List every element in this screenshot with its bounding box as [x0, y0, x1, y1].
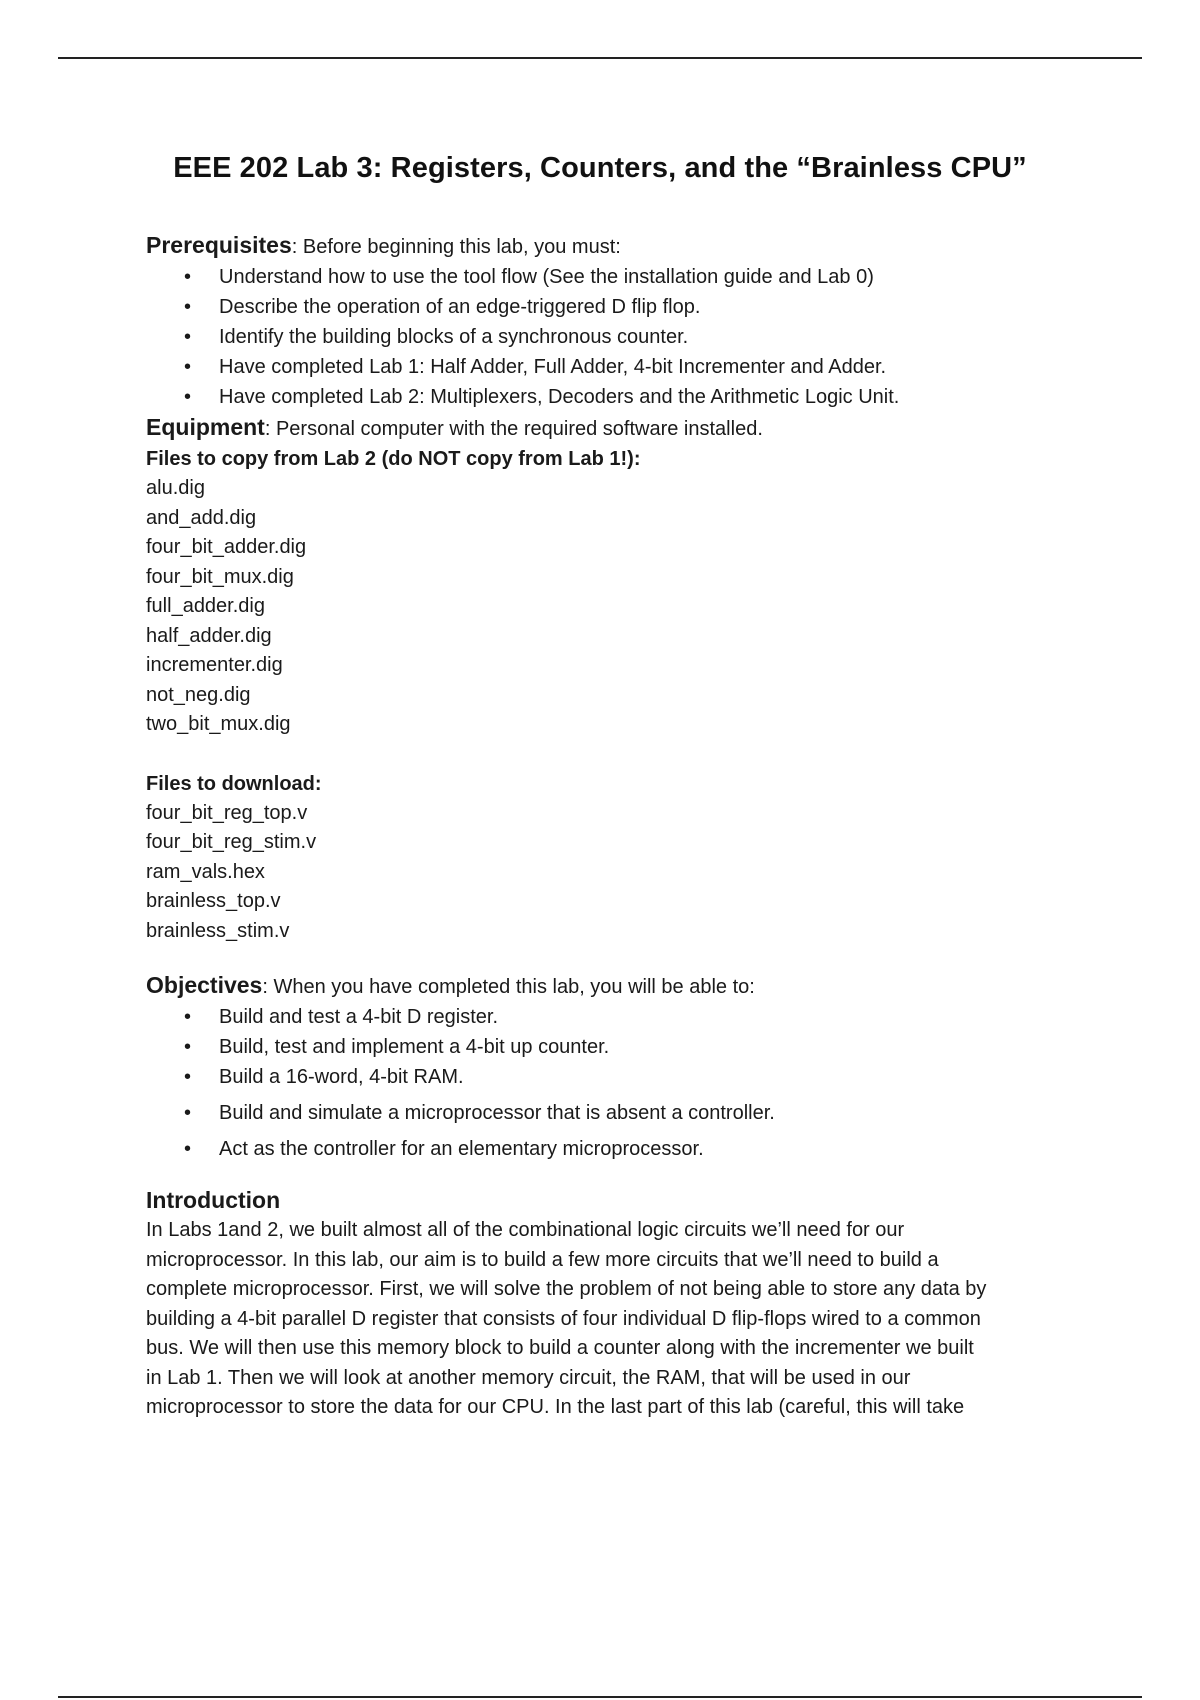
files-copy-list	[146, 474, 1086, 740]
introduction-line: microprocessor. In this lab, our aim is to build a few more circuits that we’ll need to build a	[146, 1248, 939, 1271]
file-item: not_neg.dig	[146, 683, 251, 706]
list-item: • Build and test a 4-bit D register.	[184, 1002, 1086, 1032]
introduction-heading: Introduction	[146, 1187, 281, 1213]
objectives-line	[146, 970, 1086, 1002]
top-rule	[58, 57, 1142, 59]
list-item: • Build a 16-word, 4-bit RAM.	[184, 1062, 1086, 1092]
file-item: ram_vals.hex	[146, 860, 265, 883]
list-item: • Understand how to use the tool flow (See the installation guide and Lab 0)	[184, 262, 1086, 292]
file-item: brainless_stim.v	[146, 919, 290, 942]
list-item: • Have completed Lab 1: Half Adder, Full Adder, 4-bit Incrementer and Adder.	[184, 352, 1086, 382]
introduction-body	[146, 1216, 1086, 1423]
file-item: alu.dig	[146, 477, 205, 499]
prerequisites-line	[146, 230, 1086, 262]
files-download-list	[146, 799, 1086, 947]
introduction-line: bus. We will then use this memory block to build a counter along with the incrementer we built	[146, 1337, 974, 1359]
equipment-heading: Equipment	[146, 414, 265, 440]
objectives-heading: Objectives	[146, 972, 263, 998]
file-item: incrementer.dig	[146, 654, 283, 676]
list-item: • Build and simulate a microprocessor that is absent a controller.	[184, 1098, 1086, 1128]
file-item: brainless_top.v	[146, 890, 281, 912]
file-item: two_bit_mux.dig	[146, 713, 291, 735]
prerequisites-heading: Prerequisites	[146, 232, 292, 258]
objectives-intro: : When you have completed this lab, you will be able to:	[262, 976, 755, 998]
equipment-text: : Personal computer with the required software installed.	[264, 418, 763, 440]
introduction-line: microprocessor to store the data for our CPU. In the last part of this lab (careful, this will take	[146, 1396, 965, 1418]
files-copy-heading: Files to copy from Lab 2 (do NOT copy from Lab 1!):	[146, 448, 641, 470]
page-title: EEE 202 Lab 3: Registers, Counters, and the “Brainless CPU”	[173, 152, 1027, 184]
bottom-rule	[58, 1696, 1142, 1698]
introduction-line: in Lab 1. Then we will look at another memory circuit, the RAM, that will be used in our	[146, 1366, 911, 1389]
prerequisites-list	[146, 262, 1086, 412]
document-page	[146, 140, 1086, 1423]
list-item: • Describe the operation of an edge-triggered D flip flop.	[184, 292, 1086, 322]
list-item: • Identify the building blocks of a synchronous counter.	[184, 322, 1086, 352]
file-item: four_bit_adder.dig	[146, 536, 307, 558]
introduction-line: complete microprocessor. First, we will solve the problem of not being able to store any data by	[146, 1278, 987, 1300]
file-item: full_adder.dig	[146, 595, 265, 617]
equipment-line	[146, 412, 1086, 444]
list-item: • Act as the controller for an elementary microprocessor.	[184, 1134, 1086, 1164]
list-item: • Have completed Lab 2: Multiplexers, Decoders and the Arithmetic Logic Unit.	[184, 382, 1086, 412]
objectives-list	[146, 1002, 1086, 1164]
introduction-line: building a 4-bit parallel D register that consists of four individual D flip-flops wired to a common	[146, 1307, 981, 1330]
file-item: half_adder.dig	[146, 624, 272, 647]
file-item: four_bit_mux.dig	[146, 565, 294, 588]
file-item: four_bit_reg_top.v	[146, 801, 308, 824]
file-item: and_add.dig	[146, 506, 257, 529]
prerequisites-intro: : Before beginning this lab, you must:	[291, 236, 621, 258]
file-item: four_bit_reg_stim.v	[146, 831, 317, 853]
spacer	[146, 740, 1086, 769]
list-item: • Build, test and implement a 4-bit up counter.	[184, 1032, 1086, 1062]
files-download-heading: Files to download:	[146, 772, 322, 795]
introduction-line: In Labs 1and 2, we built almost all of the combinational logic circuits we’ll need for our	[146, 1219, 905, 1241]
spacer	[146, 946, 1086, 970]
